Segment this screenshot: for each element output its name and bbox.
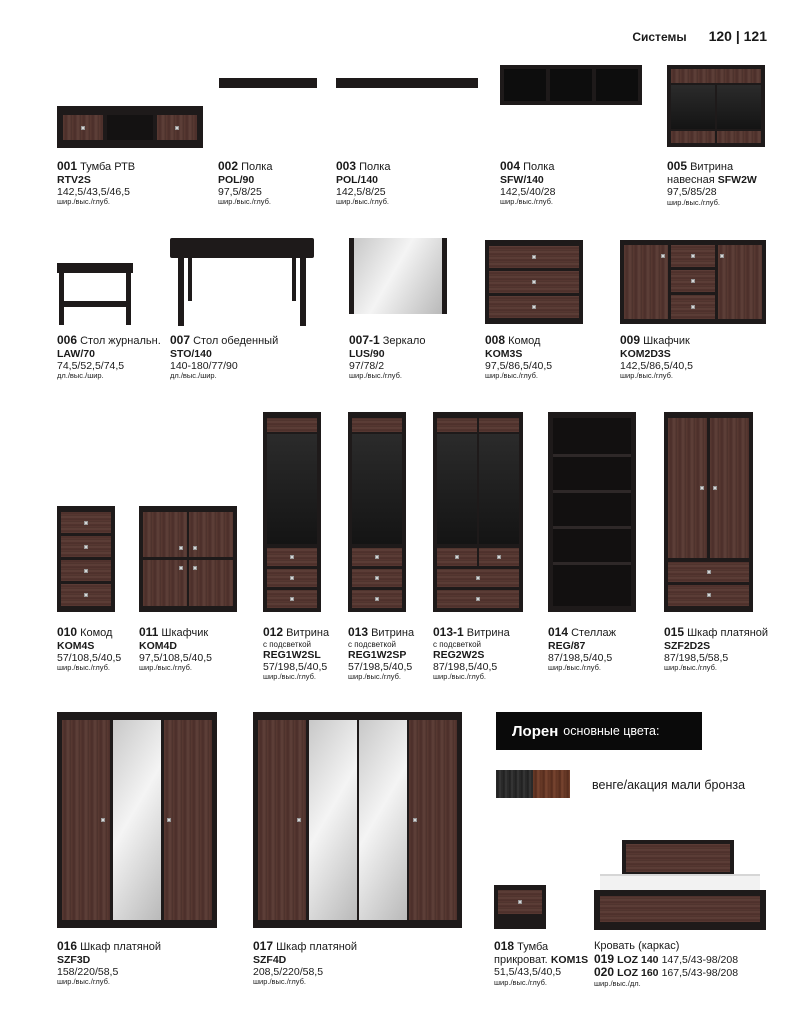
item-number: 016 [57, 939, 78, 953]
item-units: шир./выс./глуб. [620, 370, 673, 380]
item-code: KOM1S [550, 953, 589, 966]
item-003 [336, 160, 390, 207]
item-code: SZF4D [253, 953, 287, 966]
brand-name: Лорен [512, 722, 559, 740]
item-units: шир./выс./глуб. [433, 672, 486, 682]
item-dims: 87/198,5/40,5 [433, 661, 498, 674]
section-title: Системы [632, 30, 687, 44]
item-name-2: прикроват. [494, 953, 548, 966]
bed-image [594, 840, 766, 930]
item-dims: 97,5/8/25 [218, 185, 262, 198]
item-name: Стол журнальн. [80, 335, 161, 347]
item-number: 005 [667, 159, 688, 173]
item-name: Полка [523, 161, 555, 173]
item-code: REG2W2S [433, 648, 485, 661]
item-name: Шкаф платяной [687, 627, 769, 639]
item-number: 013-1 [433, 625, 464, 639]
wall-shelf-image [500, 65, 642, 105]
item-name: Стеллаж [571, 627, 617, 639]
item-dims: 97,5/108,5/40,5 [139, 651, 212, 664]
item-dims: 142,5/43,5/46,5 [57, 185, 130, 198]
dining-table-image [170, 238, 314, 326]
color-name: венге/акация мали бронза [592, 778, 746, 792]
item-number: 008 [485, 333, 506, 347]
item-013 [348, 626, 414, 682]
item-code: KOM2D3S [620, 347, 671, 360]
wardrobe-3d-image [57, 712, 217, 928]
item-dims: 142,5/40/28 [500, 185, 556, 198]
item-code: POL/140 [336, 173, 379, 186]
wall-showcase-image [667, 65, 765, 147]
item-code: POL/90 [218, 173, 255, 186]
page-header [632, 28, 767, 44]
item-013-1 [433, 626, 510, 682]
dresser-4-drawer-image [57, 506, 115, 612]
item-dims: 208,5/220/58,5 [253, 965, 324, 978]
item-015 [664, 626, 768, 673]
nightstand-image [494, 885, 546, 929]
bed-019-number: 019 [594, 951, 615, 966]
item-number: 007-1 [349, 333, 380, 347]
colors-banner [496, 712, 702, 750]
item-name: Шкафчик [643, 335, 690, 347]
item-016 [57, 940, 161, 987]
item-units: шир./выс./глуб. [664, 662, 717, 672]
item-code: LUS/90 [349, 347, 385, 360]
coffee-table-image [57, 263, 133, 325]
item-name: Витрина [286, 627, 330, 639]
cabinet-4d-image [139, 506, 237, 612]
item-units: шир./выс./глуб. [494, 977, 547, 987]
item-012 [263, 626, 329, 682]
item-units: шир./выс./глуб. [263, 672, 316, 682]
item-units: шир./выс./глуб. [348, 672, 401, 682]
item-name: Витрина [466, 627, 510, 639]
item-sub: с подсветкой [348, 639, 397, 649]
item-number: 002 [218, 159, 239, 173]
bed-020-dims: 167,5/43-98/208 [661, 967, 739, 980]
item-name: Комод [80, 627, 113, 639]
item-number: 014 [548, 625, 569, 639]
item-dims: 57/198,5/40,5 [263, 661, 328, 674]
item-name-2: навесная [667, 173, 715, 186]
showcase-013-image [348, 412, 406, 612]
item-name: Витрина [690, 161, 734, 173]
bed-019-dims: 147,5/43-98/208 [661, 953, 739, 966]
item-units: дл./выс./шир. [170, 370, 217, 380]
item-dims: 158/220/58,5 [57, 965, 119, 978]
item-number: 004 [500, 159, 521, 173]
item-002 [218, 160, 272, 207]
mirror-image [349, 238, 447, 314]
item-units: шир./выс./глуб. [218, 196, 271, 206]
item-code: REG1W2SP [348, 648, 407, 661]
item-name: Комод [508, 335, 541, 347]
item-number: 018 [494, 939, 515, 953]
showcase-013-1-image [433, 412, 523, 612]
item-code: SZF3D [57, 953, 91, 966]
wenge-swatch [496, 770, 533, 798]
item-number: 009 [620, 333, 641, 347]
page-numbers: 120 | 121 [708, 28, 767, 44]
item-008 [485, 334, 552, 381]
bed-title: Кровать (каркас) [594, 940, 680, 952]
item-sub: с подсветкой [433, 639, 482, 649]
item-name: Шкафчик [161, 627, 209, 639]
item-dims: 57/198,5/40,5 [348, 661, 413, 674]
item-code: KOM4S [57, 639, 95, 652]
item-name: Зеркало [382, 335, 426, 347]
item-number: 003 [336, 159, 357, 173]
item-number: 015 [664, 625, 685, 639]
bed-020-number: 020 [594, 965, 615, 980]
item-code: SZF2D2S [664, 639, 711, 652]
showcase-012-image [263, 412, 321, 612]
item-dims: 57/108,5/40,5 [57, 651, 122, 664]
item-010 [57, 626, 121, 673]
item-011 [139, 626, 212, 673]
item-005 [667, 160, 757, 207]
tv-stand-image [57, 106, 203, 148]
item-units: дл./выс./шир. [57, 370, 104, 380]
item-code: REG/87 [548, 639, 586, 652]
item-001 [57, 160, 135, 207]
item-dims: 140-180/77/90 [170, 359, 238, 372]
item-number: 012 [263, 625, 284, 639]
item-units: шир./выс./глуб. [57, 196, 110, 206]
wardrobe-4d-image [253, 712, 462, 928]
item-code: STO/140 [170, 347, 212, 360]
item-017 [253, 940, 357, 987]
item-units: шир./выс./глуб. [667, 197, 720, 207]
item-units: шир./выс./глуб. [57, 662, 110, 672]
item-units: шир./выс./глуб. [253, 976, 306, 986]
cabinet-2d3s-image [620, 240, 766, 324]
item-units: шир./выс./дл. [594, 979, 641, 989]
item-dims: 97/78/2 [349, 359, 385, 372]
item-007 [170, 334, 278, 381]
item-018 [494, 940, 588, 987]
shelving-image [548, 412, 636, 612]
bed-019-code: LOZ 140 [617, 953, 659, 966]
item-dims: 51,5/43,5/40,5 [494, 966, 562, 979]
item-code: RTV2S [57, 173, 91, 186]
item-code: KOM3S [485, 347, 523, 360]
item-name: Шкаф платяной [80, 941, 162, 953]
shelf-140-image [336, 78, 478, 88]
item-dims: 142,5/8/25 [336, 185, 386, 198]
item-007-1 [349, 334, 425, 381]
item-units: шир./выс./глуб. [485, 370, 538, 380]
item-number: 010 [57, 625, 78, 639]
item-name: Тумба [517, 941, 549, 953]
item-units: шир./выс./глуб. [349, 370, 402, 380]
item-dims: 97,5/86,5/40,5 [485, 359, 553, 372]
item-dims: 87/198,5/40,5 [548, 651, 613, 664]
bed-020-code: LOZ 160 [617, 967, 659, 980]
item-number: 006 [57, 333, 78, 347]
item-014 [548, 626, 616, 673]
item-units: шир./выс./глуб. [57, 976, 110, 986]
dresser-3-drawer-image [485, 240, 583, 324]
item-dims: 87/198,5/58,5 [664, 651, 729, 664]
item-code: REG1W2SL [263, 648, 321, 661]
item-code: SFW/140 [500, 173, 544, 186]
item-sub: с подсветкой [263, 639, 312, 649]
item-bed [594, 940, 738, 989]
item-code: SFW2W [717, 173, 757, 186]
item-code: KOM4D [139, 639, 177, 652]
item-units: шир./выс./глуб. [336, 196, 389, 206]
item-name: Тумба РТВ [80, 161, 136, 173]
item-004 [500, 160, 555, 207]
item-units: шир./выс./глуб. [139, 662, 192, 672]
colors-label: основные цвета: [563, 724, 660, 738]
item-006 [57, 334, 161, 381]
item-dims: 74,5/52,5/74,5 [57, 359, 125, 372]
item-code: LAW/70 [57, 347, 95, 360]
item-name: Шкаф платяной [276, 941, 358, 953]
shelf-90-image [219, 78, 317, 88]
item-number: 001 [57, 159, 78, 173]
item-number: 007 [170, 333, 191, 347]
item-name: Стол обеденный [193, 335, 279, 347]
item-number: 011 [139, 625, 159, 639]
item-dims: 142,5/86,5/40,5 [620, 359, 693, 372]
wardrobe-2d2s-image [664, 412, 753, 612]
item-units: шир./выс./глуб. [500, 196, 553, 206]
item-dims: 97,5/85/28 [667, 186, 717, 199]
item-name: Полка [241, 161, 273, 173]
item-name: Витрина [371, 627, 415, 639]
item-units: шир./выс./глуб. [548, 662, 601, 672]
acacia-swatch [533, 770, 570, 798]
item-number: 013 [348, 625, 369, 639]
item-number: 017 [253, 939, 274, 953]
item-009 [620, 334, 693, 381]
item-name: Полка [359, 161, 391, 173]
